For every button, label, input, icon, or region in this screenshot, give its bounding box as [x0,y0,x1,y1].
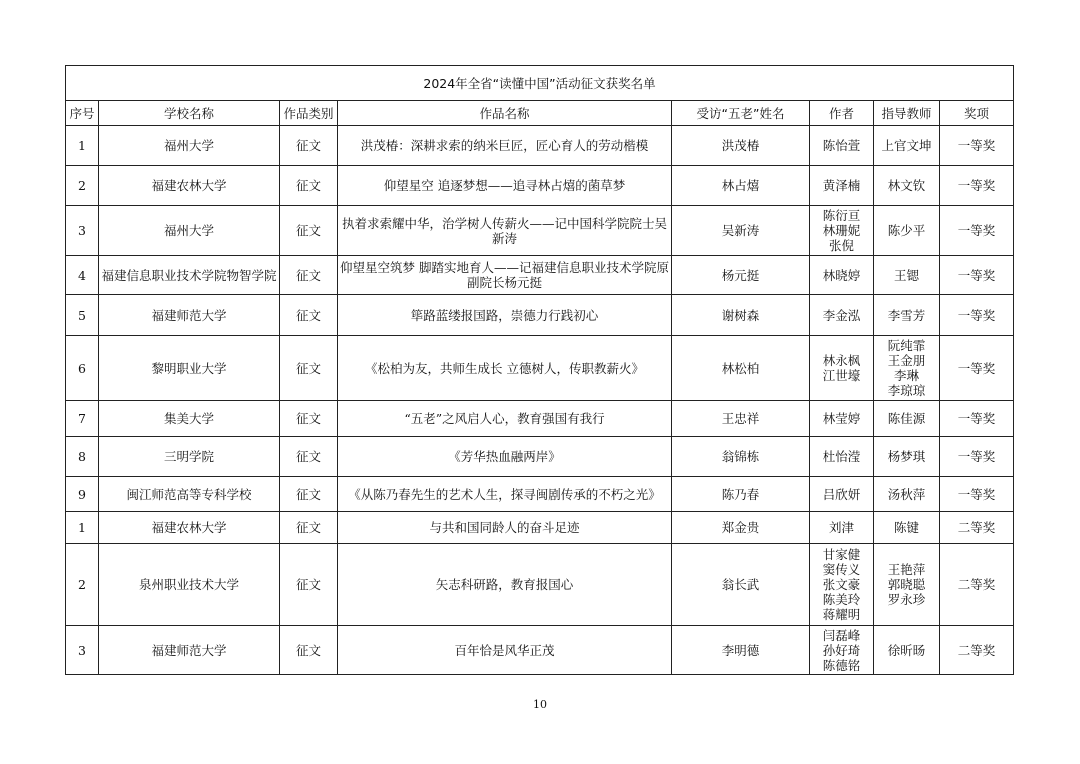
header-row [66,101,1014,126]
work-title: 筚路蓝缕报国路，崇德力行践初心 [338,295,672,336]
elder-name: 杨元挺 [672,256,810,295]
school-name: 福建农林大学 [99,512,280,544]
work-title: 《松柏为友，共师生成长 立德树人，传职教薪火》 [338,336,672,401]
author-name: 林莹婷 [822,411,861,426]
author-name: 江世壕 [822,368,861,383]
header-school: 学校名称 [99,101,280,126]
work-title: 矢志科研路，教育报国心 [338,544,672,626]
author-name: 李金泓 [822,307,861,323]
award-level: 一等奖 [940,336,1014,401]
work-title: 仰望星空筑梦 脚踏实地育人——记福建信息职业技术学院原副院长杨元挺 [338,256,672,295]
school-name: 福州大学 [99,126,280,166]
teacher-names [874,512,940,544]
author-names [810,437,874,477]
elder-name: 谢树森 [672,295,810,336]
teacher-name: 王艳萍 [887,562,926,577]
row-number: 8 [66,437,99,477]
school-name: 闽江师范高等专科学校 [99,477,280,512]
row-number: 3 [66,626,99,675]
author-names [810,512,874,544]
header-work: 作品名称 [338,101,672,126]
row-number: 1 [66,126,99,166]
header-no: 序号 [66,101,99,126]
work-category: 征文 [280,401,338,437]
table-row [66,544,1014,626]
author-name: 吕欣妍 [822,486,861,502]
teacher-names [874,401,940,437]
row-number: 2 [66,166,99,206]
header-award: 奖项 [940,101,1014,126]
row-number: 9 [66,477,99,512]
award-level: 一等奖 [940,295,1014,336]
award-level: 一等奖 [940,126,1014,166]
header-elder: 受访“五老”姓名 [672,101,810,126]
teacher-name: 陈少平 [887,223,926,238]
teacher-names [874,206,940,256]
award-level: 一等奖 [940,256,1014,295]
school-name: 泉州职业技术大学 [99,544,280,626]
award-level: 一等奖 [940,437,1014,477]
elder-name: 吴新涛 [672,206,810,256]
table-row [66,295,1014,336]
author-name: 杜怡滢 [822,449,861,464]
school-name: 福建师范大学 [99,626,280,675]
table-title: 2024年全省“读懂中国”活动征文获奖名单 [66,66,1014,101]
work-category: 征文 [280,206,338,256]
teacher-names [874,626,940,675]
elder-name: 翁锦栋 [672,437,810,477]
author-name: 黄泽楠 [822,178,861,193]
table-row [66,336,1014,401]
elder-name: 王忠祥 [672,401,810,437]
school-name: 福建信息职业技术学院物智学院 [99,256,280,295]
author-name: 甘家健 [822,547,861,562]
school-name: 福建师范大学 [99,295,280,336]
row-number: 5 [66,295,99,336]
author-name: 陈怡萱 [822,138,861,153]
work-title: 执着求索耀中华，治学树人传薪火——记中国科学院院士吴新涛 [338,206,672,256]
author-name: 刘津 [828,520,854,535]
table-row [66,626,1014,675]
teacher-name: 陈键 [893,520,919,535]
work-title: 百年恰是风华正茂 [338,626,672,675]
award-level: 二等奖 [940,544,1014,626]
elder-name: 洪茂椿 [672,126,810,166]
school-name: 黎明职业大学 [99,336,280,401]
author-names [810,336,874,401]
work-category: 征文 [280,256,338,295]
row-number: 6 [66,336,99,401]
author-name: 陈美玲 [822,592,861,607]
award-level: 二等奖 [940,626,1014,675]
table-row [66,437,1014,477]
table-row [66,126,1014,166]
work-category: 征文 [280,437,338,477]
elder-name: 翁长武 [672,544,810,626]
page-number: 10 [533,698,547,711]
work-title: 《从陈乃春先生的艺术人生，探寻闽剧传承的不朽之光》 [338,477,672,512]
teacher-names [874,295,940,336]
author-name: 闫磊峰 [822,627,861,643]
row-number: 1 [66,512,99,544]
author-names [810,477,874,512]
teacher-names [874,126,940,166]
table-row [66,401,1014,437]
elder-name: 陈乃春 [672,477,810,512]
author-name: 陈衍亘 [822,208,861,223]
award-level: 一等奖 [940,166,1014,206]
author-names [810,626,874,675]
school-name: 福建农林大学 [99,166,280,206]
work-category: 征文 [280,295,338,336]
author-name: 张倪 [828,238,854,253]
header-author: 作者 [810,101,874,126]
row-number: 2 [66,544,99,626]
teacher-names [874,256,940,295]
elder-name: 林占熺 [672,166,810,206]
author-names [810,256,874,295]
table-row [66,477,1014,512]
title-row [66,66,1014,101]
header-teacher: 指导教师 [874,101,940,126]
teacher-names [874,336,940,401]
row-number: 7 [66,401,99,437]
author-names [810,206,874,256]
teacher-name: 罗永珍 [887,592,926,607]
work-category: 征文 [280,126,338,166]
author-names [810,544,874,626]
school-name: 三明学院 [99,437,280,477]
work-title: 《芳华热血融两岸》 [338,437,672,477]
teacher-name: 汤秋萍 [887,486,926,502]
award-level: 一等奖 [940,206,1014,256]
work-category: 征文 [280,477,338,512]
teacher-names [874,477,940,512]
school-name: 集美大学 [99,401,280,437]
author-name: 林永枫 [822,353,861,368]
teacher-name: 林文钦 [887,178,926,193]
author-name: 窦传义 [822,562,861,577]
award-level: 一等奖 [940,401,1014,437]
teacher-name: 徐昕旸 [887,642,926,658]
table-row [66,166,1014,206]
teacher-name: 李琼琼 [887,383,926,398]
teacher-name: 陈佳源 [887,411,926,426]
table-row [66,512,1014,544]
teacher-name: 郭晓聪 [887,577,926,592]
author-name: 陈德铭 [822,657,861,673]
author-name: 孙好琦 [822,642,861,658]
row-number: 3 [66,206,99,256]
teacher-names [874,437,940,477]
author-names [810,166,874,206]
teacher-name: 阮纯霏 [887,338,926,353]
work-title: “五老”之风启人心，教育强国有我行 [338,401,672,437]
header-category: 作品类别 [280,101,338,126]
work-category: 征文 [280,626,338,675]
work-title: 与共和国同龄人的奋斗足迹 [338,512,672,544]
teacher-name: 李琳 [893,368,919,383]
teacher-name: 李雪芳 [887,307,926,323]
teacher-names [874,166,940,206]
author-name: 张文豪 [822,577,861,592]
elder-name: 林松柏 [672,336,810,401]
author-name: 林晓婷 [822,267,861,283]
author-name: 蒋耀明 [822,607,861,622]
teacher-name: 杨梦琪 [887,449,926,464]
work-category: 征文 [280,544,338,626]
table-row [66,256,1014,295]
author-names [810,401,874,437]
award-table [65,65,1014,675]
work-category: 征文 [280,336,338,401]
award-level: 二等奖 [940,512,1014,544]
author-names [810,295,874,336]
work-category: 征文 [280,166,338,206]
row-number: 4 [66,256,99,295]
table-row [66,206,1014,256]
teacher-names [874,544,940,626]
work-title: 洪茂椿：深耕求索的纳米巨匠，匠心育人的劳动楷模 [338,126,672,166]
school-name: 福州大学 [99,206,280,256]
teacher-name: 王金朋 [887,353,926,368]
author-names [810,126,874,166]
teacher-name: 王锶 [893,267,919,283]
teacher-name: 上官文坤 [881,138,932,153]
elder-name: 李明德 [672,626,810,675]
work-category: 征文 [280,512,338,544]
work-title: 仰望星空 追逐梦想——追寻林占熺的菌草梦 [338,166,672,206]
award-level: 一等奖 [940,477,1014,512]
elder-name: 郑金贵 [672,512,810,544]
author-name: 林珊妮 [822,223,861,238]
